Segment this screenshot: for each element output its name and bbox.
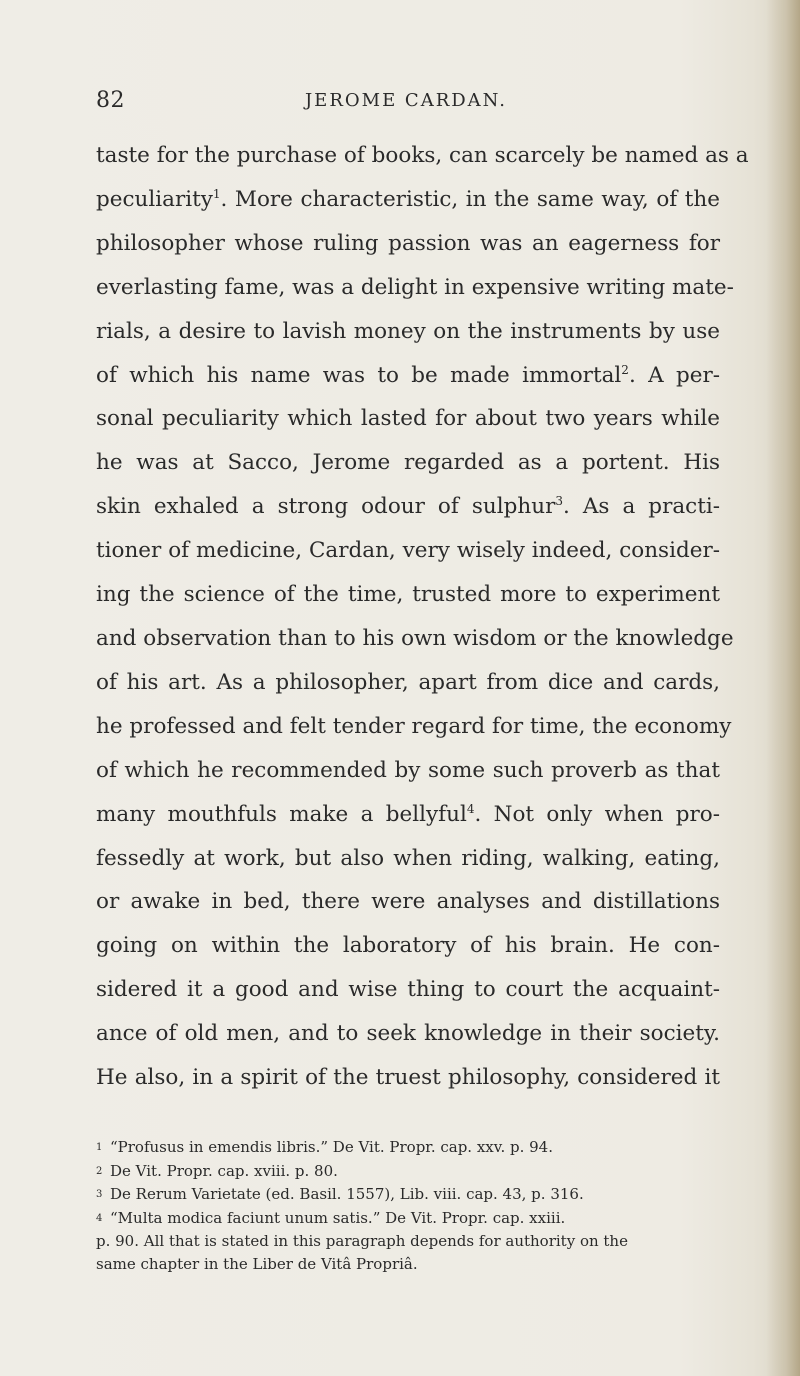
text-line: or awake in bed, there were analyses and distillations <box>96 889 720 915</box>
footnote-mark: 2 <box>96 1165 103 1177</box>
text-line: peculiarity$^1$. More characteristic, in the same way, of the <box>96 186 720 212</box>
text-line: everlasting fame, was a delight in expensive writing mate- <box>96 274 734 300</box>
page-header <box>96 88 716 118</box>
footnote: 3 De Rerum Varietate (ed. Basil. 1557), Lib. viii. cap. 43, p. 316. <box>96 1183 720 1207</box>
text-line: many mouthfuls make a bellyful$^4$. Not only when pro- <box>96 801 720 827</box>
text-line: he was at Sacco, Jerome regarded as a portent. His <box>96 450 720 476</box>
footnote-mark: 4 <box>96 1212 103 1224</box>
text-line: philosopher whose ruling passion was an eagerness for <box>96 230 720 256</box>
text-line: he professed and felt tender regard for time, the economy <box>96 713 732 739</box>
text-line: and observation than to his own wisdom or the knowledge <box>96 625 734 651</box>
footnote: 1 “Profusus in emendis libris.” De Vit. Propr. cap. xxv. p. 94. <box>96 1136 720 1160</box>
footnote: 2 De Vit. Propr. cap. xviii. p. 80. <box>96 1160 720 1184</box>
text-line: going on within the laboratory of his brain. He con- <box>96 933 720 959</box>
footnote-ref: 2 <box>621 362 629 377</box>
text-line: ing the science of the time, trusted more to experiment <box>96 582 720 608</box>
footnote-continuation: p. 90. All that is stated in this paragraph depends for authority on the <box>96 1232 628 1251</box>
text-line: sidered it a good and wise thing to court the acquaint- <box>96 977 720 1003</box>
text-line: of which he recommended by some such proverb as that <box>96 757 720 783</box>
text-line: rials, a desire to lavish money on the instruments by use <box>96 318 720 344</box>
text-line: of his art. As a philosopher, apart from dice and cards, <box>96 669 720 695</box>
page-number: 82 <box>96 88 125 113</box>
text-line: sonal peculiarity which lasted for about two years while <box>96 406 720 432</box>
footnote-mark: 1 <box>96 1142 103 1153</box>
footnotes <box>96 1136 720 1276</box>
footnote-mark: 3 <box>96 1189 103 1201</box>
footnote-ref: 3 <box>555 494 563 509</box>
text-line: taste for the purchase of books, can scarcely be named as a <box>96 143 749 168</box>
text-line: of which his name was to be made immortal$^2$. A per- <box>96 362 720 388</box>
footnote-ref: 4 <box>466 801 475 816</box>
text-line: ance of old men, and to seek knowledge in their society. <box>96 1021 720 1047</box>
page-edge-shadow <box>766 0 800 1376</box>
text-line: He also, in a spirit of the truest philosophy, considered it <box>96 1065 720 1091</box>
running-head: JEROME CARDAN. <box>304 90 508 111</box>
footnote-continuation: same chapter in the Liber de Vitâ Propriâ. <box>96 1254 418 1273</box>
text-line: fessedly at work, but also when riding, walking, eating, <box>96 845 720 871</box>
body-text <box>96 134 749 1100</box>
footnote: 4 “Multa modica faciunt unum satis.” De Vit. Propr. cap. xxiii. <box>96 1207 720 1231</box>
footnote-ref: 1 <box>212 186 221 201</box>
text-line: skin exhaled a strong odour of sulphur$^3$. As a practi- <box>96 494 720 520</box>
text-line: tioner of medicine, Cardan, very wisely indeed, consider- <box>96 538 720 564</box>
